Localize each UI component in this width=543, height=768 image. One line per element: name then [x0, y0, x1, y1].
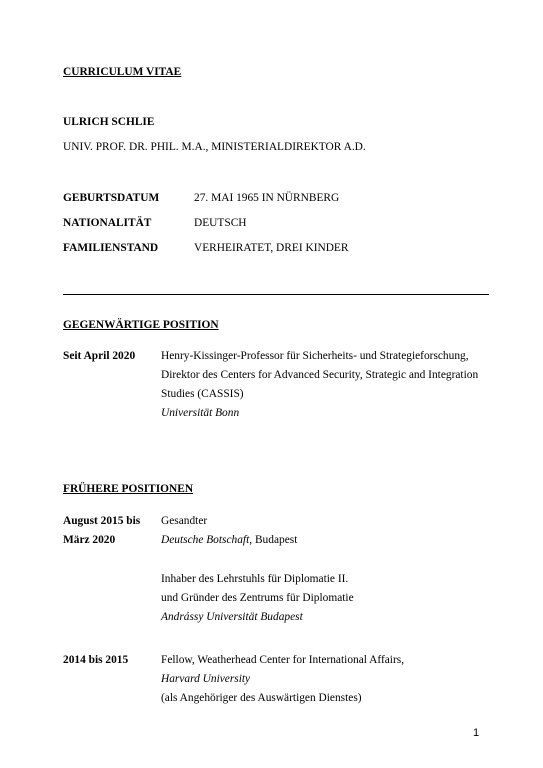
- former-entry1-role2-line1: Inhaber des Lehrstuhls für Diplomatie II.: [161, 573, 349, 585]
- current-position-line1: Henry-Kissinger-Professor für Sicherheits- und Strategieforschung,: [161, 350, 469, 362]
- current-position-date: Seit April 2020: [63, 350, 136, 362]
- former-entry1-date2: März 2020: [63, 534, 116, 546]
- former-entry2-line2: Harvard University: [161, 673, 251, 685]
- personal-value-family: VERHEIRATET, DREI KINDER: [194, 242, 349, 254]
- current-position-institution: Universität Bonn: [161, 407, 240, 419]
- current-position-line2: Direktor des Centers for Advanced Security, Strategic and Integration: [161, 369, 479, 381]
- page-number: 1: [473, 727, 480, 739]
- personal-label-family: FAMILIENSTAND: [63, 242, 159, 254]
- former-entry2-line1: Fellow, Weatherhead Center for International Affairs,: [161, 654, 405, 666]
- former-entry1-date1: August 2015 bis: [63, 515, 141, 527]
- person-titles: UNIV. PROF. DR. PHIL. M.A., MINISTERIALDIREKTOR A.D.: [63, 141, 366, 153]
- former-positions-heading: FRÜHERE POSITIONEN: [63, 483, 194, 495]
- former-entry2-line3: (als Angehöriger des Auswärtigen Dienstes): [161, 692, 362, 704]
- section-divider: [63, 294, 489, 295]
- personal-value-nationality: DEUTSCH: [194, 217, 247, 229]
- current-position-heading: GEGENWÄRTIGE POSITION: [63, 319, 219, 331]
- former-entry1-institution: [161, 534, 297, 546]
- current-position-line3: Studies (CASSIS): [161, 388, 244, 400]
- person-name: ULRICH SCHLIE: [63, 116, 155, 128]
- former-entry1-role2-line2: und Gründer des Zentrums für Diplomatie: [161, 592, 354, 604]
- former-entry2-date: 2014 bis 2015: [63, 654, 129, 666]
- former-entry1-institution2: Andrássy Universität Budapest: [161, 611, 303, 623]
- personal-value-birthdate: 27. MAI 1965 IN NÜRNBERG: [194, 192, 340, 204]
- former-entry1-institution-name: Deutsche Botschaft: [161, 534, 250, 546]
- personal-label-nationality: NATIONALITÄT: [63, 217, 152, 229]
- former-entry1-role: Gesandter: [161, 515, 208, 527]
- personal-label-birthdate: GEBURTSDATUM: [63, 192, 160, 204]
- former-entry1-institution-city: , Budapest: [249, 534, 298, 546]
- document-heading: CURRICULUM VITAE: [63, 66, 182, 78]
